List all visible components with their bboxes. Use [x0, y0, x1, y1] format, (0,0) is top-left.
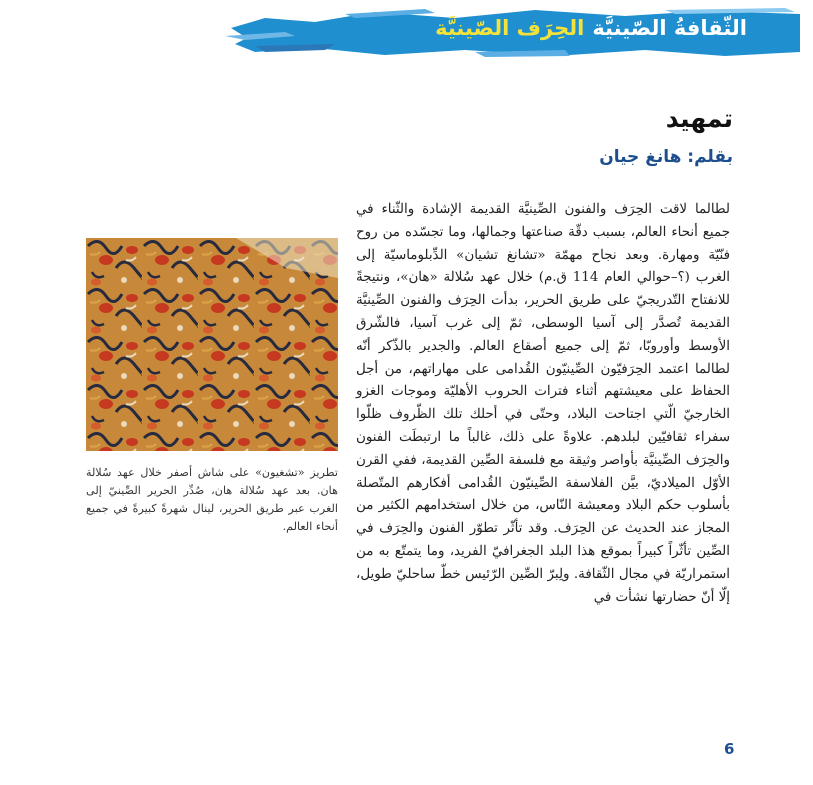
banner-text	[435, 16, 747, 40]
article-body	[356, 199, 730, 609]
photo-caption: تطريز «تشغيون» على شاش أصفر خلال عهد سُلالة هان. بعد عهد سُلالة هان، صُدِّر الحرير الصِّينيّ إلى الغرب عبر طريق الحرير، لينال شهرةً كبيرةً في جميع أنحاء العالم.	[86, 466, 338, 533]
header-banner	[225, 6, 805, 58]
embroidery-pattern-image	[86, 238, 338, 451]
banner-subtitle: الحِرَف الصّينيَّة	[435, 16, 585, 40]
embroidery-photo	[86, 238, 338, 451]
body-paragraph: لطالما لاقت الحِرَف والفنون الصِّينيَّة القديمة الإشادة والثّناء في جميع أنحاء العالم، بسبب دقّة صناعتها وجمالها، وما تجسّده من روح فنّيّة ومهارة. وبعد نجاح مهمّة «تشانغ تشيان» الدِّبلوماسيّة إلى الغرب (؟–حوالي العام 114 ق.م) خلال عهد سُلالة «هان»، ونتيجةً للانفتاح التّدريجيّ على طريق الحرير، بدأت الحِرَف والفنون الصِّينيَّة القديمة تُصدَّر إلى آسيا الوسطى، ثمّ إلى غرب آسيا، فالشّرق الأوسط وأوروبّا، ثمّ إلى جميع أصقاع العالم. والجدير بالذّكر أنّه لطالما اعتمد الحِرَفيّون الصِّينيّون القُدامى على مهاراتهم، من أجل الحفاظ على معيشتهم أثناء فترات الحروب الأهليّة وموجات الغزو الخارجيّ الّتي اجتاحت البلاد، وحتّى في أحلك تلك الظّروف ظلّوا سفراء ثقافيّين لبلدهم. علاوةً على ذلك، غالباً ما ارتبطَت الفنون والحِرَف الصِّينيَّة بأواصر وثيقة مع فلسفة الصِّين القديمة، ففي القرن الأوّل الميلاديّ، بيَّن الفلاسفة الصِّينيّون القُدامى أفكارهم المتّصلة بأسلوب حكم البلاد ومعيشة النّاس، من خلال استخدامهم الكثير من المجاز عند الحديث عن الحِرَف. وقد تأثّر تطوّر الفنون والحِرَف في الصِّين تأثّراً كبيراً بموقع هذا البلد الجغرافيّ الفريد، وما يتمتّع به من استمراريّة في مجال الثّقافة. ولِبرّ الصِّين الرّئيس خطّ ساحليّ طويل، إلّا أنّ حضارتها نشأت في	[356, 202, 730, 605]
article-title: تمهيد	[665, 104, 733, 133]
page-number: 6	[724, 740, 735, 758]
banner-title: الثّقافةُ الصّينيَّة	[592, 16, 747, 40]
article-byline: بقلم: هانغ جيان	[599, 147, 733, 167]
